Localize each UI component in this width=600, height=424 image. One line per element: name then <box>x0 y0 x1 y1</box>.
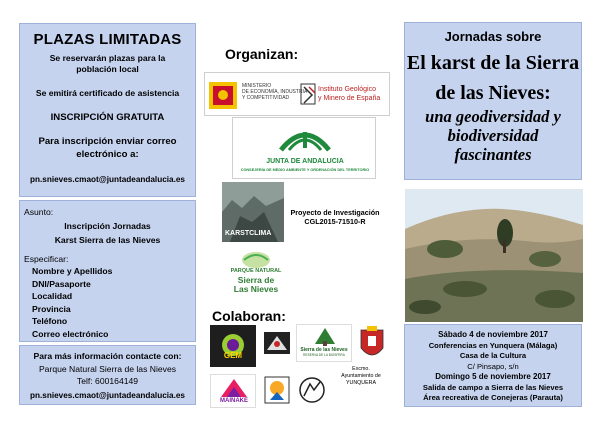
reserve-line-1: Se reservarán plazas para la <box>49 53 166 63</box>
contact-panel <box>19 345 196 405</box>
title-line-2: de las Nieves: <box>435 82 551 104</box>
junta-andalucia-logo <box>232 117 376 179</box>
contact-email[interactable]: pn.snieves.cmaot@juntadeandalucia.es <box>30 391 185 400</box>
venue-street: C/ Pinsapo, s/n <box>467 361 519 371</box>
title-line-1: El karst de la Sierra <box>406 52 580 74</box>
limited-places-heading: PLAZAS LIMITADAS <box>33 31 182 48</box>
mountain-landscape-icon <box>405 189 583 322</box>
schedule-panel <box>404 324 582 407</box>
cave-club-logo <box>262 330 292 356</box>
list-item: Localidad <box>32 291 73 301</box>
igme-line-2: y Minero de España <box>318 95 381 102</box>
gem-label: GEM <box>223 351 243 360</box>
igme-line-1: Instituto Geológico <box>318 86 376 93</box>
registration-email[interactable]: pn.snieves.cmaot@juntadeandalucia.es <box>30 175 185 184</box>
ministry-line-2: DE ECONOMÍA, INDUSTRIA <box>242 89 308 95</box>
shield-icon <box>358 322 386 364</box>
contact-heading: Para más información contacte con: <box>33 351 182 361</box>
park-line-3: Las Nieves <box>233 284 279 294</box>
junta-department: CONSEJERÍA DE MEDIO AMBIENTE Y ORDENACIÓN DEL TERRITORIO <box>240 168 370 172</box>
date-saturday: Sábado 4 de noviembre 2017 <box>438 330 548 339</box>
free-registration: INSCRIPCIÓN GRATUITA <box>50 112 165 123</box>
cave-emblem-icon <box>262 330 292 356</box>
park-line-2: Sierra de <box>237 275 275 285</box>
ministry-igme-logo <box>204 72 390 116</box>
date-sunday: Domingo 5 de noviembre 2017 <box>435 372 551 381</box>
hiking-club-logo <box>298 374 326 406</box>
mainake-emblem-icon <box>211 375 257 399</box>
ministry-line-3: Y COMPETITIVIDAD <box>242 95 290 101</box>
collaborators-heading: Colaboran: <box>212 308 286 324</box>
subject-panel <box>19 200 196 342</box>
subtitle-line-1: una geodiversidad y <box>425 107 561 126</box>
yunquera-crest <box>358 322 386 364</box>
junta-name: JUNTA DE ANDALUCIA <box>266 158 344 165</box>
venue-name: Casa de la Cultura <box>459 351 527 360</box>
ministry-line-1: MINISTERIO <box>242 83 272 89</box>
registration-panel <box>19 23 196 197</box>
contact-phone: Telf: 600164149 <box>76 376 139 386</box>
title-panel <box>404 22 582 180</box>
list-item: Provincia <box>32 303 71 314</box>
subtitle-line-2: biodiversidad <box>447 126 539 145</box>
subject-line-1: Inscripción Jornadas <box>64 221 151 231</box>
biosphere-tree-icon <box>297 325 353 347</box>
speleo-emblem-icon <box>262 374 292 406</box>
event-pre-title: Jornadas sobre <box>444 29 542 44</box>
certificate-text: Se emitirá certificado de asistencia <box>35 88 180 98</box>
research-project <box>286 208 384 226</box>
karstclima-image <box>222 182 284 242</box>
conference-location: Conferencias en Yunquera (Málaga) <box>428 340 558 350</box>
hiking-emblem-icon <box>298 374 326 406</box>
junta-emblem-icon <box>233 120 377 156</box>
mainake-label: MAINAKE <box>220 398 248 404</box>
field-trip: Salida de campo a Sierra de las Nieves <box>422 382 564 392</box>
project-line-1: Proyecto de Investigación <box>290 208 380 217</box>
subject-line-2: Karst Sierra de las Nieves <box>54 235 161 245</box>
biosphere-reserve-logo <box>296 324 352 362</box>
gem-emblem-icon <box>210 325 256 367</box>
register-line-2: electrónico a: <box>76 149 139 160</box>
list-item: Nombre y Apellidos <box>32 266 113 276</box>
reserve-line-2: población local <box>76 64 139 74</box>
list-item: DNI/Pasaporte <box>32 278 91 289</box>
speleo-group-logo <box>262 374 292 406</box>
biosphere-line-2: RESERVA DE LA BIOSFERA <box>303 353 345 357</box>
park-leaf-icon <box>222 248 290 268</box>
karstclima-label: KARSTCLIMA <box>225 230 272 237</box>
biosphere-line-1: Sierra de las Nieves <box>300 347 348 353</box>
mainake-logo <box>210 374 256 408</box>
list-item: Teléfono <box>32 316 68 326</box>
park-line-1: PARQUE NATURAL <box>230 268 282 274</box>
list-item: Correo electrónico <box>32 328 109 339</box>
yunquera-council <box>324 366 398 386</box>
organizers-heading: Organizan: <box>225 46 299 62</box>
yunquera-line-1: Excmo. <box>352 366 370 372</box>
gem-logo <box>210 325 256 367</box>
specify-label: Especificar: <box>24 254 69 264</box>
yunquera-line-3: YUNQUERA <box>345 379 377 386</box>
required-fields-list <box>32 265 195 340</box>
project-line-2: CGL2015-71510-R <box>304 217 366 226</box>
yunquera-line-2: Ayuntamiento de <box>341 372 381 379</box>
subtitle-line-3: fascinantes <box>454 145 532 164</box>
register-line-1: Para inscripción enviar correo <box>38 136 177 147</box>
field-trip-area: Área recreativa de Conejeras (Parauta) <box>423 393 563 402</box>
mountain-photo <box>405 189 583 322</box>
natural-park-logo <box>222 248 290 298</box>
contact-org: Parque Natural Sierra de las Nieves <box>38 364 177 374</box>
subject-label: Asunto: <box>24 207 54 217</box>
